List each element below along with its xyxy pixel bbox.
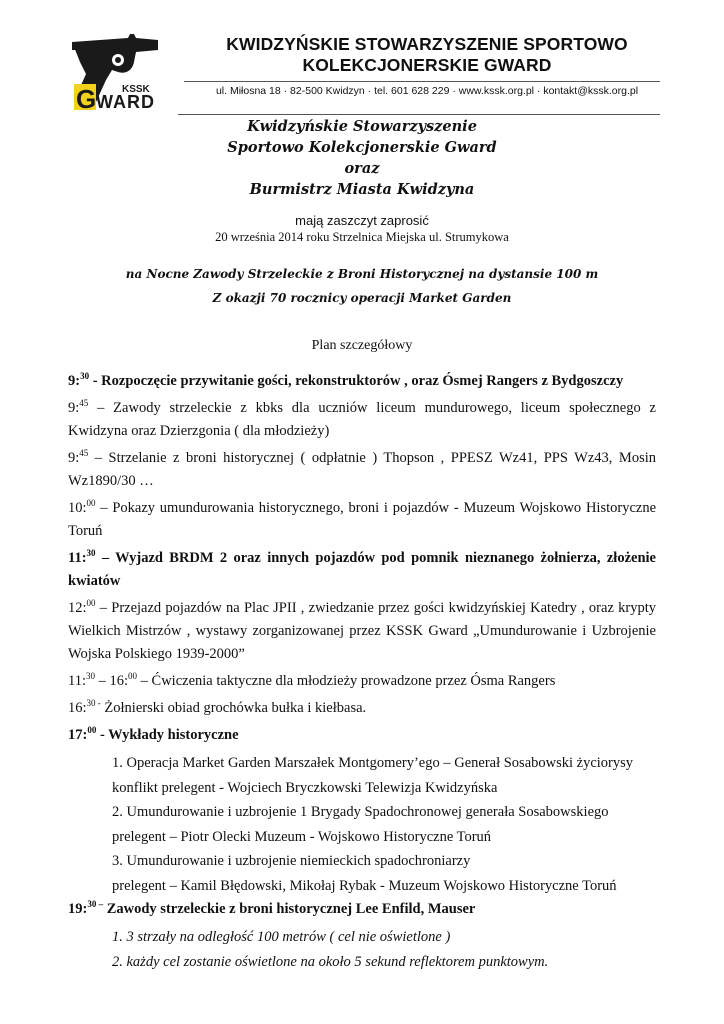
rule-line: 2. każdy cel zostanie oświetlone na około 5 sekund reflektorem punktowym. <box>112 953 549 970</box>
title-line4: Burmistrz Miasta Kwidzyna <box>249 181 475 198</box>
schedule-item: 16:$^{30 -}$ Żołnierski obiad grochówka bułka i kiełbasa. <box>68 698 367 716</box>
event-title <box>0 262 724 310</box>
lecture-line: 1. Operacja Market Garden Marszałek Montgomery’ego – Generał Sosabowski życiorysy <box>112 755 634 771</box>
title-line1: Kwidzyńskie Stowarzyszenie <box>247 118 477 135</box>
invitation-text: mają zaszczyt zaprosić <box>295 213 429 228</box>
event-line2: Z okazji 70 rocznicy operacji Market Garden <box>212 291 512 305</box>
competition-rules <box>68 925 656 974</box>
org-name-line1: KWIDZYŃSKIE STOWARZYSZENIE SPORTOWO <box>226 34 628 54</box>
schedule-item: 11:$^{30}$ – Wyjazd BRDM 2 oraz innych pojazdów pod pomnik nieznanego żołnierza, złożenie kwiatów <box>68 548 656 589</box>
logo-kssk-text: KSSK <box>122 84 150 95</box>
schedule-item: 9:$^{30}$ - Rozpoczęcie przywitanie gości, rekonstruktorów , oraz Ósmej Rangers z Bydgoszczy <box>68 371 624 389</box>
title-line3: oraz <box>344 160 380 177</box>
date-location: 20 września 2014 roku Strzelnica Miejska ul. Strumykowa <box>215 230 509 244</box>
lecture-line: prelegent – Kamil Błędowski, Mikołaj Rybak - Muzeum Wojskowo Historyczne Toruń <box>112 877 617 894</box>
logo-g-letter: G <box>76 84 97 112</box>
schedule-item: 17:$^{00}$ - Wykłady historyczne <box>68 725 239 743</box>
schedule-item: 19:$^{30 -}$ Zawody strzeleckie z broni historycznej Lee Enfild, Mauser <box>68 899 476 917</box>
address-line: ul. Miłosna 18 · 82-500 Kwidzyn · tel. 601 628 229 · www.kssk.org.pl · kontakt@kssk.org.pl <box>215 85 639 97</box>
header-divider-bottom <box>178 114 660 115</box>
schedule-item: 9:$^{45}$ – Strzelanie z broni historycznej ( odpłatnie ) Thopson , PPESZ Wz41, PPS Wz43, Mosin Wz1890/30 … <box>68 448 656 489</box>
schedule-item: 10:$^{00}$ – Pokazy umundurowania historycznego, broni i pojazdów - Muzeum Wojskowo Historyczne Toruń <box>68 498 656 539</box>
schedule-item: 9:$^{45}$ – Zawody strzeleckie z kbks dla uczniów liceum mundurowego, liceum społecznego z Kwidzyna oraz Dzierzgonia ( dla młodzieży) <box>68 398 656 439</box>
header-divider-top <box>184 81 660 82</box>
revolver-logo <box>66 32 178 112</box>
schedule-item: 12:$^{00}$ – Przejazd pojazdów na Plac JPII , zwiedzanie przez gości kwidzyńskiej Katedry , oraz krypty Wielkich Mistrzów , wystawy zorganizowanej przez KSSK Gward „Umundurowanie i Uzbrojenie Wojska Polskiego 1939-2000” <box>68 598 656 662</box>
lecture-list <box>68 751 656 898</box>
lecture-line: 2. Umundurowanie i uzbrojenie 1 Brygady Spadochronowej generała Sosabowskiego <box>112 804 609 820</box>
event-line1: na Nocne Zawody Strzeleckie z Broni Historycznej na dystansie 100 m <box>125 267 599 281</box>
lecture-line: 3. Umundurowanie i uzbrojenie niemieckich spadochroniarzy <box>112 853 471 869</box>
lecture-line: prelegent – Piotr Olecki Muzeum - Wojskowo Historyczne Toruń <box>112 828 492 845</box>
rule-line: 1. 3 strzały na odległość 100 metrów ( cel nie oświetlone ) <box>112 929 451 945</box>
org-name-line2: KOLEKCJONERSKIE GWARD <box>302 55 552 75</box>
logo-gward-text: WARD <box>96 92 155 112</box>
plan-heading: Plan szczegółowy <box>311 338 413 353</box>
schedule <box>68 370 656 974</box>
organization-name <box>192 34 662 76</box>
title-line2: Sportowo Kolekcjonerskie Gward <box>227 139 497 156</box>
lecture-line: konflikt prelegent - Wojciech Bryczkowski Telewizja Kwidzyńska <box>112 779 498 796</box>
hosts-title <box>0 116 724 200</box>
letterhead <box>66 28 660 118</box>
schedule-item: 11:$^{30}$ – 16:$^{00}$ – Ćwiczenia taktyczne dla młodzieży prowadzone przez Ósma Rangers <box>68 671 556 689</box>
